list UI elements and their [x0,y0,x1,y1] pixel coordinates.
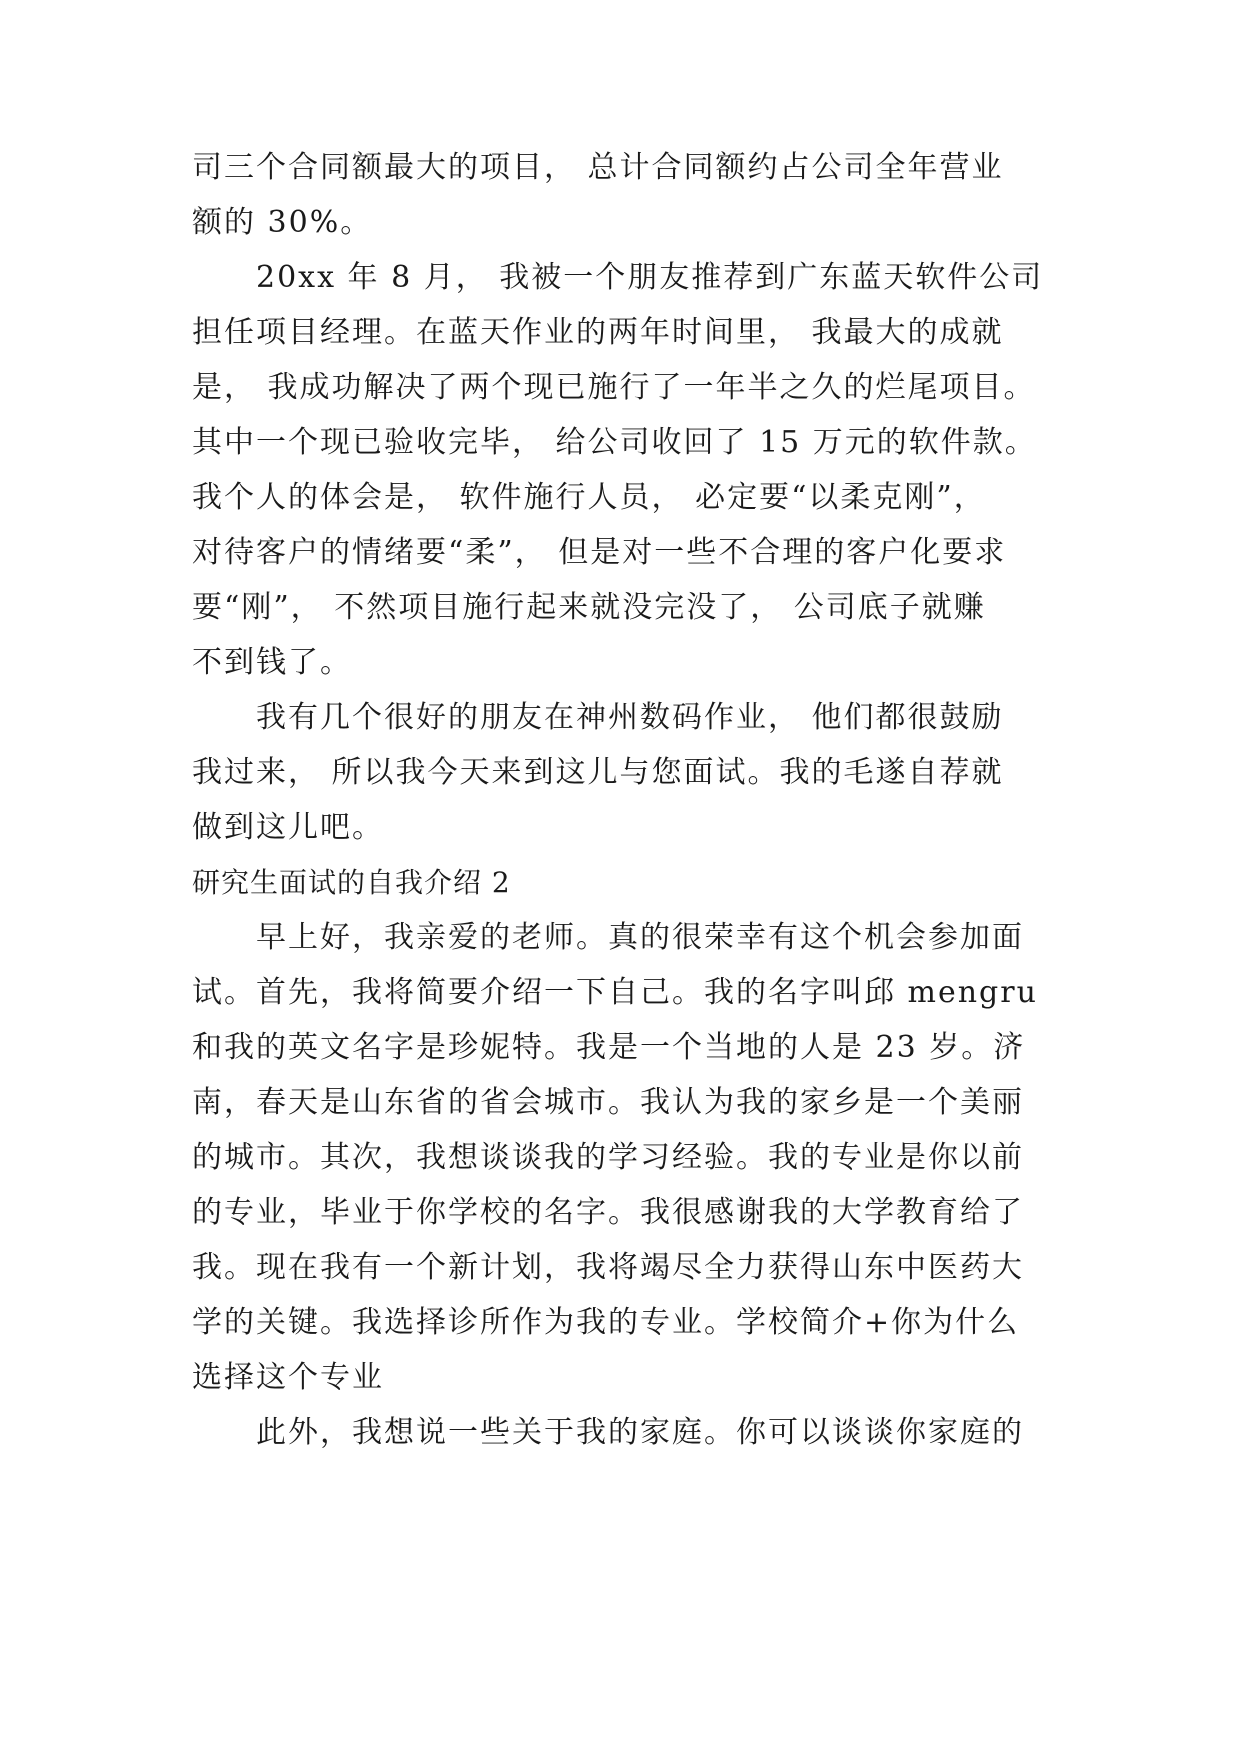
paragraph-start-line: 我有几个很好的朋友在神州数码作业， 他们都很鼓励 [256,700,1004,735]
text-line-10: 不到钱了。 [192,645,352,680]
text-line-19: 的城市。其次，我想谈谈我的学习经验。我的专业是你以前 [192,1140,1024,1175]
text-line-8: 对待客户的情绪要“柔”， 但是对一些不合理的客户化要求 [192,535,1007,570]
text-line-18: 南，春天是山东省的省会城市。我认为我的家乡是一个美丽 [192,1085,1024,1120]
text-line-4: 担任项目经理。在蓝天作业的两年时间里， 我最大的成就 [192,315,1004,350]
text-line-6: 其中一个现已验收完毕， 给公司收回了 15 万元的软件款。 [192,425,1037,460]
text-line-21: 我。现在我有一个新计划，我将竭尽全力获得山东中医药大 [192,1250,1024,1285]
text-line-17: 和我的英文名字是珍妮特。我是一个当地的人是 23 岁。济 [192,1030,1026,1065]
text-line-12: 我过来， 所以我今天来到这儿与您面试。我的毛遂自荐就 [192,755,1004,790]
text-line-22: 学的关键。我选择诊所作为我的专业。学校简介+你为什么 [192,1305,1020,1340]
paragraph-start-line: 早上好，我亲爱的老师。真的很荣幸有这个机会参加面 [256,920,1024,955]
text-line-5: 是， 我成功解决了两个现已施行了一年半之久的烂尾项目。 [192,370,1036,405]
paragraph-start-line: 此外，我想说一些关于我的家庭。你可以谈谈你家庭的 [256,1415,1024,1450]
text-line-23: 选择这个专业 [192,1360,384,1395]
text-line-16: 试。首先，我将简要介绍一下自己。我的名字叫邱 mengru [192,975,1038,1010]
text-line-20: 的专业，毕业于你学校的名字。我很感谢我的大学教育给了 [192,1195,1024,1230]
text-line-9: 要“刚”， 不然项目施行起来就没完没了， 公司底子就赚 [192,590,986,625]
section-heading: 研究生面试的自我介绍 2 [192,866,511,899]
text-line-13: 做到这儿吧。 [192,810,384,845]
text-line-1: 司三个合同额最大的项目， 总计合同额约占公司全年营业 [192,150,1004,185]
paragraph-start-line: 20xx 年 8 月， 我被一个朋友推荐到广东蓝天软件公司 [256,260,1044,295]
text-line-2: 额的 30%。 [192,205,373,240]
text-line-7: 我个人的体会是， 软件施行人员， 必定要“以柔克刚”， [192,480,986,515]
